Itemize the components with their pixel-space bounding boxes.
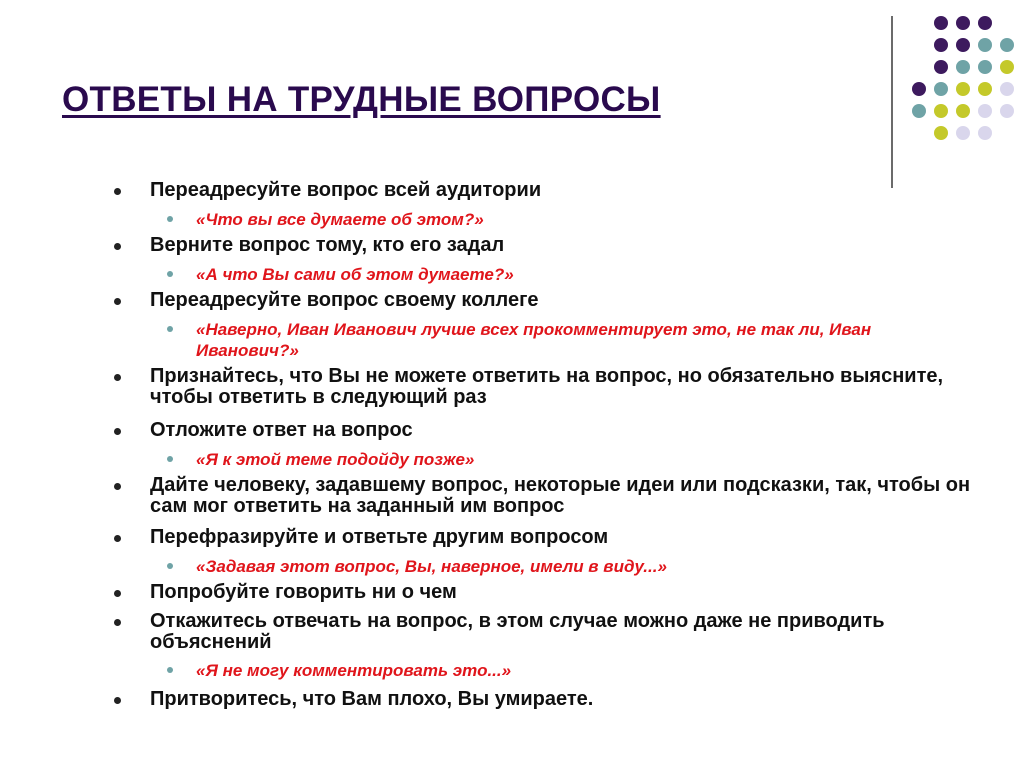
quote-sub-item: «Наверно, Иван Иванович лучше всех прокомментирует это, не так ли, Иван Иванович?» bbox=[196, 320, 872, 360]
decorative-dot bbox=[956, 104, 970, 118]
bullet-item: Дайте человеку, задавшему вопрос, некоторые идеи или подсказки, так, чтобы он сам мог ответить на заданный им вопрос bbox=[150, 474, 971, 517]
decorative-dot bbox=[956, 38, 970, 52]
bullet-marker bbox=[114, 188, 121, 195]
bullet-marker bbox=[114, 697, 121, 704]
bullet-marker bbox=[114, 374, 121, 381]
decorative-dot bbox=[934, 126, 948, 140]
bullet-item: Перефразируйте и ответьте другим вопросом bbox=[150, 526, 609, 548]
bullet-marker bbox=[114, 535, 121, 542]
sub-bullet-marker bbox=[167, 326, 173, 332]
decorative-dot bbox=[978, 82, 992, 96]
sub-bullet-marker bbox=[167, 456, 173, 462]
sub-bullet-marker bbox=[167, 216, 173, 222]
bullet-marker bbox=[114, 590, 121, 597]
bullet-item: Попробуйте говорить ни о чем bbox=[150, 581, 457, 603]
sub-bullet-marker bbox=[167, 271, 173, 277]
bullet-item: Отложите ответ на вопрос bbox=[150, 419, 413, 441]
bullet-marker bbox=[114, 619, 121, 626]
bullet-item: Верните вопрос тому, кто его задал bbox=[150, 234, 505, 256]
sub-bullet-marker bbox=[167, 563, 173, 569]
decorative-dot bbox=[912, 82, 926, 96]
decorative-dot bbox=[956, 60, 970, 74]
quote-sub-item: «Что вы все думаете об этом?» bbox=[196, 210, 484, 229]
decorative-dot bbox=[956, 126, 970, 140]
decorative-dot bbox=[1000, 104, 1014, 118]
slide-title: ОТВЕТЫ НА ТРУДНЫЕ ВОПРОСЫ bbox=[62, 80, 661, 119]
decorative-dot bbox=[978, 60, 992, 74]
bullet-item: Притворитесь, что Вам плохо, Вы умираете. bbox=[150, 688, 594, 710]
decorative-dot bbox=[978, 16, 992, 30]
decorative-dot bbox=[1000, 38, 1014, 52]
decorative-dot bbox=[956, 16, 970, 30]
decorative-dot bbox=[1000, 60, 1014, 74]
decorative-dot bbox=[934, 16, 948, 30]
decorative-dot bbox=[978, 126, 992, 140]
sub-bullet-marker bbox=[167, 667, 173, 673]
bullet-item: Переадресуйте вопрос всей аудитории bbox=[150, 179, 542, 201]
decorative-dot bbox=[956, 82, 970, 96]
decorative-dot bbox=[978, 38, 992, 52]
decorative-dot bbox=[934, 60, 948, 74]
decorative-dot bbox=[978, 104, 992, 118]
quote-sub-item: «Я к этой теме подойду позже» bbox=[196, 450, 475, 469]
bullet-marker bbox=[114, 428, 121, 435]
decorative-dot-grid bbox=[0, 0, 1024, 200]
decorative-dot bbox=[934, 104, 948, 118]
decorative-dot bbox=[934, 38, 948, 52]
bullet-item: Переадресуйте вопрос своему коллеге bbox=[150, 289, 539, 311]
bullet-marker bbox=[114, 243, 121, 250]
decorative-dot bbox=[912, 104, 926, 118]
decorative-dot bbox=[934, 82, 948, 96]
bullet-marker bbox=[114, 483, 121, 490]
quote-sub-item: «А что Вы сами об этом думаете?» bbox=[196, 265, 514, 284]
decorative-dot bbox=[1000, 82, 1014, 96]
quote-sub-item: «Я не могу комментировать это...» bbox=[196, 661, 512, 680]
quote-sub-item: «Задавая этот вопрос, Вы, наверное, имели в виду...» bbox=[196, 557, 667, 576]
bullet-item: Признайтесь, что Вы не можете ответить на вопрос, но обязательно выясните, чтобы ответить в следующий раз bbox=[150, 365, 944, 408]
bullet-marker bbox=[114, 298, 121, 305]
bullet-item: Откажитесь отвечать на вопрос, в этом случае можно даже не приводить объяснений bbox=[150, 610, 885, 653]
